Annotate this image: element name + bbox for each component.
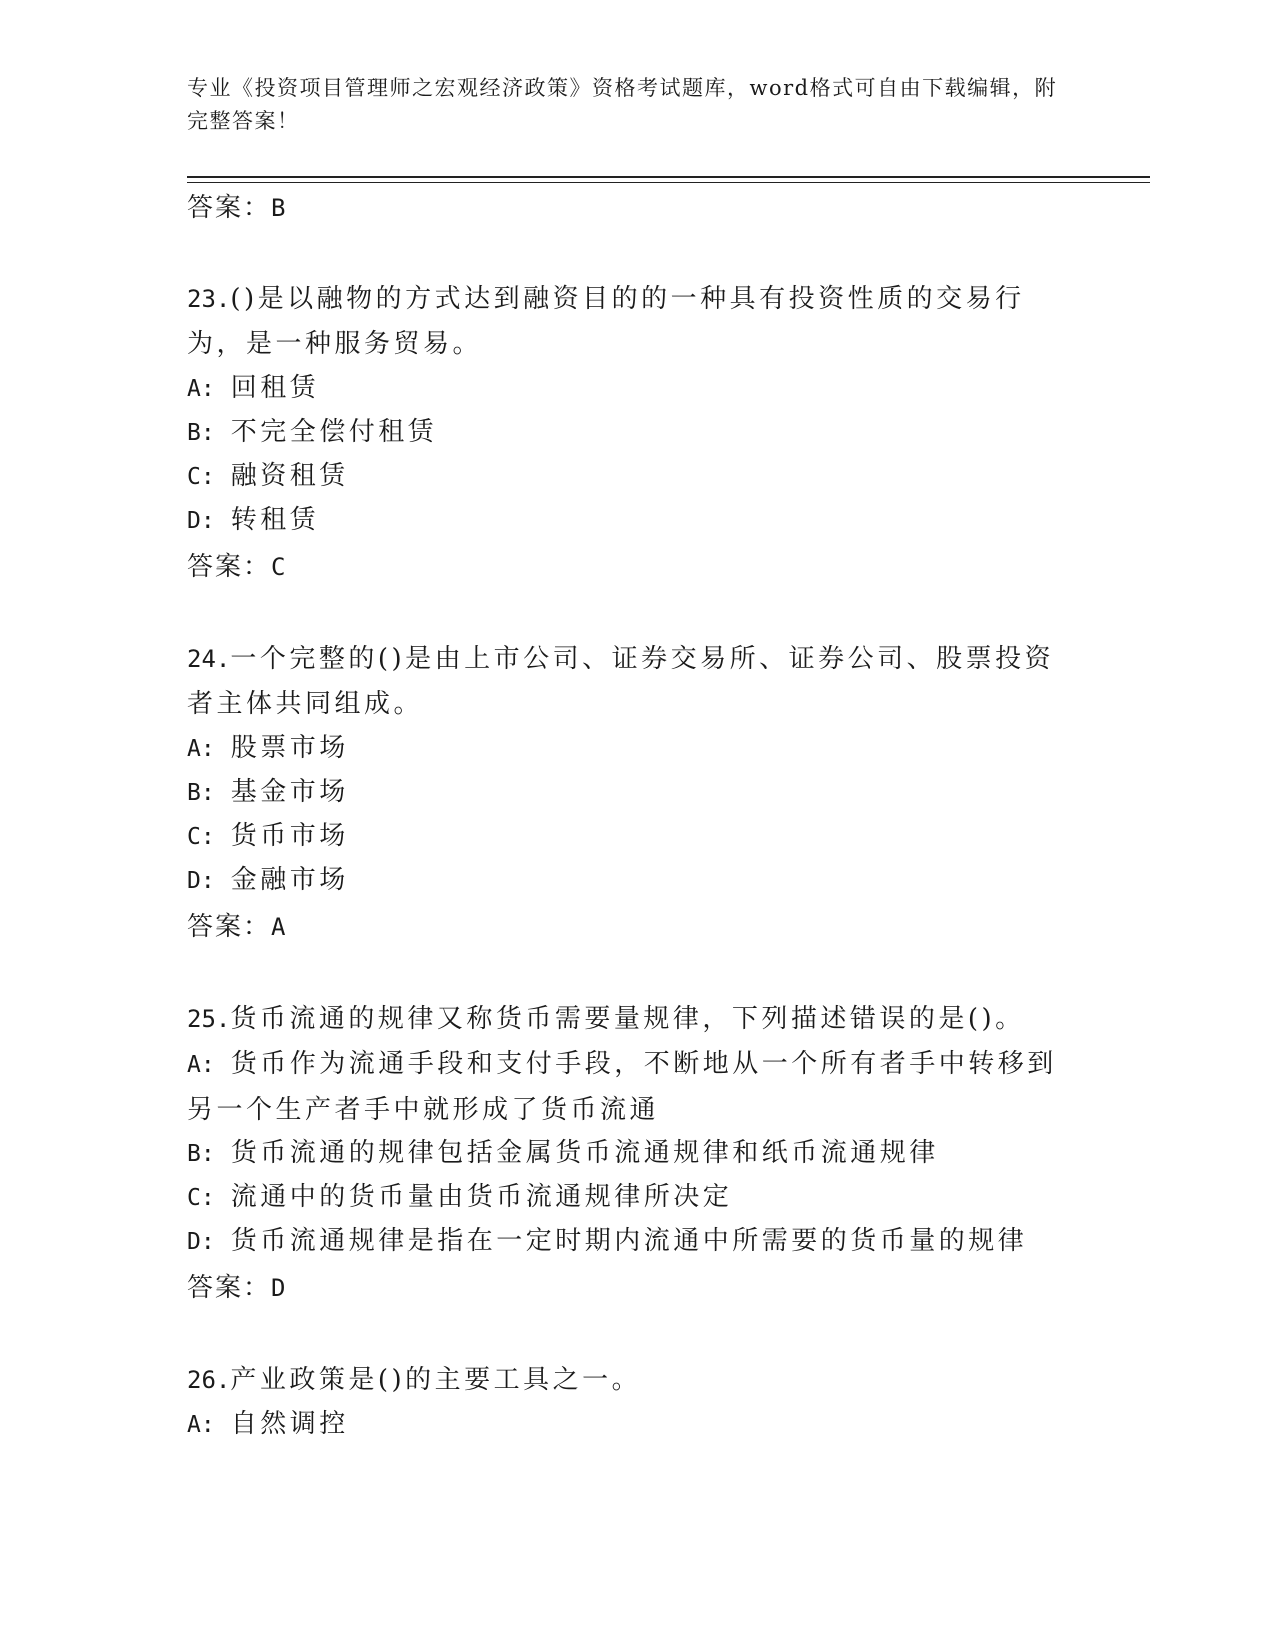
option <box>187 1219 1067 1265</box>
option <box>187 498 1067 544</box>
answer-label: 答案： <box>187 1272 272 1302</box>
option-key: A: <box>187 736 215 762</box>
answer-line <box>187 909 287 944</box>
question-number: 26. <box>187 1366 231 1394</box>
option <box>187 770 1067 816</box>
question-text: 一个完整的()是由上市公司、证券交易所、证券公司、股票投资者主体共同组成。 <box>187 644 1055 719</box>
option-key: A: <box>187 1052 215 1078</box>
option-text: 基金市场 <box>230 777 349 807</box>
option-text: 不完全偿付租赁 <box>230 417 438 447</box>
question-number: 25. <box>187 1005 231 1033</box>
option-key: D: <box>187 868 215 894</box>
answer-value: A <box>271 913 288 941</box>
option-text: 融资租赁 <box>230 461 349 491</box>
option-key: B: <box>187 1141 215 1167</box>
option-text: 货币流通的规律包括金属货币流通规律和纸币流通规律 <box>230 1138 939 1168</box>
option <box>187 454 1067 500</box>
option-key: C: <box>187 464 215 490</box>
question-stem <box>187 637 1067 727</box>
answer-label: 答案： <box>187 192 272 222</box>
option-text: 货币流通规律是指在一定时期内流通中所需要的货币量的规律 <box>230 1226 1028 1256</box>
option-text: 金融市场 <box>230 865 349 895</box>
answer-value: D <box>271 1274 288 1302</box>
option-key: D: <box>187 1229 215 1255</box>
option-key: B: <box>187 780 215 806</box>
answer-line <box>187 190 287 225</box>
option <box>187 726 1067 772</box>
header-divider <box>187 176 1150 178</box>
question-number: 24. <box>187 645 231 673</box>
option <box>187 814 1067 860</box>
option-text: 货币作为流通手段和支付手段，不断地从一个所有者手中转移到另一个生产者手中就形成了货币流通 <box>187 1049 1057 1125</box>
answer-line <box>187 1270 287 1305</box>
document-header: 专业《投资项目管理师之宏观经济政策》资格考试题库，word格式可自由下载编辑，附完整答案！ <box>187 76 1058 133</box>
option-text: 货币市场 <box>230 821 349 851</box>
answer-line <box>187 549 287 584</box>
option-text: 自然调控 <box>230 1409 349 1439</box>
option-key: C: <box>187 1185 215 1211</box>
option <box>187 1042 1067 1133</box>
question-text: 货币流通的规律又称货币需要量规律，下列描述错误的是()。 <box>230 1004 1025 1034</box>
option <box>187 1175 1067 1221</box>
option <box>187 1131 1067 1177</box>
option <box>187 1402 1067 1448</box>
option <box>187 366 1067 412</box>
header-divider-thin <box>187 182 1150 183</box>
answer-value: C <box>271 553 288 581</box>
option-key: D: <box>187 508 215 534</box>
option-key: A: <box>187 376 215 402</box>
question-number: 23. <box>187 285 231 313</box>
option-key: C: <box>187 824 215 850</box>
option-text: 回租赁 <box>230 373 320 403</box>
option-text: 股票市场 <box>230 733 349 763</box>
answer-value: B <box>271 194 288 222</box>
option-text: 流通中的货币量由货币流通规律所决定 <box>230 1182 733 1212</box>
option-key: A: <box>187 1412 215 1438</box>
answer-label: 答案： <box>187 551 272 581</box>
question-stem <box>187 277 1067 367</box>
answer-label: 答案： <box>187 911 272 941</box>
option <box>187 858 1067 904</box>
question-text: 产业政策是()的主要工具之一。 <box>230 1365 642 1395</box>
question-text: ()是以融物的方式达到融资目的的一种具有投资性质的交易行为，是一种服务贸易。 <box>187 284 1025 359</box>
option <box>187 410 1067 456</box>
option-text: 转租赁 <box>230 505 320 535</box>
question-stem <box>187 1358 1067 1403</box>
option-key: B: <box>187 420 215 446</box>
question-stem <box>187 997 1067 1042</box>
